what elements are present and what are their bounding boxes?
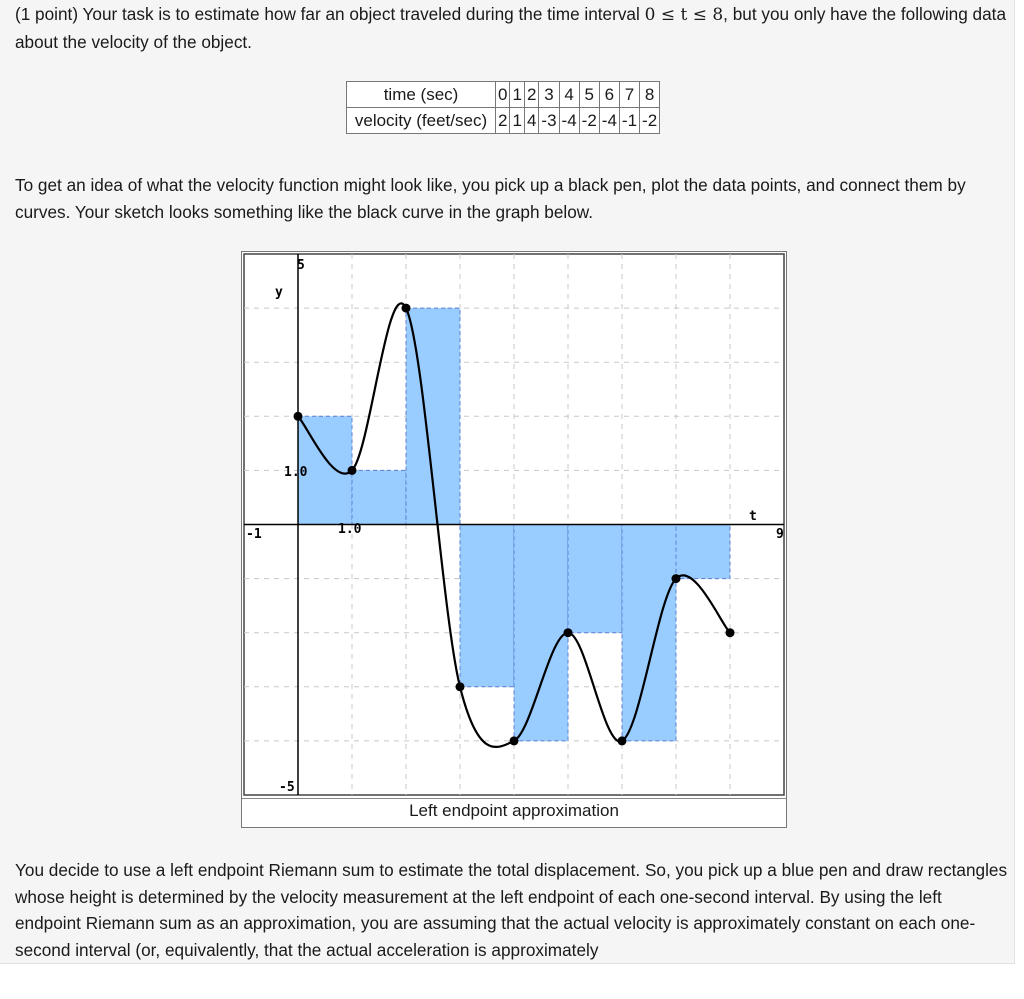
sketch-paragraph: To get an idea of what the velocity function might look like, you pick up a black pen, plot the data points, and connect them by curves. Your sketch looks something like the black curve in the graph below. xyxy=(15,175,966,222)
velocity-cell: 4 xyxy=(524,108,538,134)
y-unit-label: 1.0 xyxy=(284,465,308,480)
riemann-rectangle xyxy=(514,525,568,741)
time-cell: 8 xyxy=(640,82,660,108)
interval-math: 0 ≤ t ≤ 8 xyxy=(644,5,724,25)
riemann-rectangle xyxy=(568,525,622,633)
velocity-cell: -4 xyxy=(559,108,579,134)
velocity-cell: 2 xyxy=(496,108,510,134)
x-max-label: 9 xyxy=(776,527,784,542)
data-point xyxy=(294,412,303,421)
velocity-cell: -2 xyxy=(640,108,660,134)
x-min-label: -1 xyxy=(246,527,262,542)
velocity-cell: -4 xyxy=(599,108,619,134)
riemann-rectangle xyxy=(352,470,406,524)
intro-text xyxy=(15,1,1010,55)
data-point xyxy=(348,466,357,475)
time-cell: 6 xyxy=(599,82,619,108)
velocity-data-table xyxy=(346,81,660,134)
velocity-graph xyxy=(242,252,786,798)
y-axis-label: y xyxy=(275,285,283,300)
riemann-rectangle xyxy=(622,525,676,741)
data-point xyxy=(402,304,411,313)
velocity-cell: -1 xyxy=(619,108,639,134)
velocity-header: velocity (feet/sec) xyxy=(347,108,496,134)
time-cell: 5 xyxy=(579,82,599,108)
data-point xyxy=(726,628,735,637)
velocity-cell: 1 xyxy=(510,108,524,134)
data-point xyxy=(456,682,465,691)
y-max-label: 5 xyxy=(297,258,305,273)
riemann-paragraph: You decide to use a left endpoint Riemann sum to estimate the total displacement. So, you pick up a blue pen and draw rectangles whose height is determined by the velocity measurement at the left endpoint of each one-second interval. By using the left endpoint Riemann sum as an approximation, you are assuming that the actual velocity is approximately constant on each one-second interval (or, equivalently, that the actual acceleration is approximately xyxy=(15,860,1008,960)
intro-part-1: (1 point) Your task is to estimate how far an object traveled during the time interval xyxy=(15,4,645,24)
velocity-cell: -2 xyxy=(579,108,599,134)
time-cell: 3 xyxy=(539,82,559,108)
time-cell: 1 xyxy=(510,82,524,108)
data-point xyxy=(564,628,573,637)
x-unit-label: 1.0 xyxy=(338,522,362,537)
time-cell: 0 xyxy=(496,82,510,108)
graph-container xyxy=(241,251,787,828)
data-point xyxy=(618,736,627,745)
intro-part-2: , but you only have the following data about the velocity of the object. xyxy=(15,4,1007,52)
velocity-row xyxy=(347,108,660,134)
time-cell: 2 xyxy=(524,82,538,108)
time-cell: 7 xyxy=(619,82,639,108)
y-min-label: -5 xyxy=(279,780,295,795)
velocity-cell: -3 xyxy=(539,108,559,134)
time-row xyxy=(347,82,660,108)
time-cell: 4 xyxy=(559,82,579,108)
t-axis-label: t xyxy=(749,509,757,524)
riemann-rectangle xyxy=(460,525,514,687)
data-point xyxy=(510,736,519,745)
time-header: time (sec) xyxy=(347,82,496,108)
data-point xyxy=(672,574,681,583)
riemann-rectangle xyxy=(676,525,730,579)
graph-caption: Left endpoint approximation xyxy=(242,798,786,823)
